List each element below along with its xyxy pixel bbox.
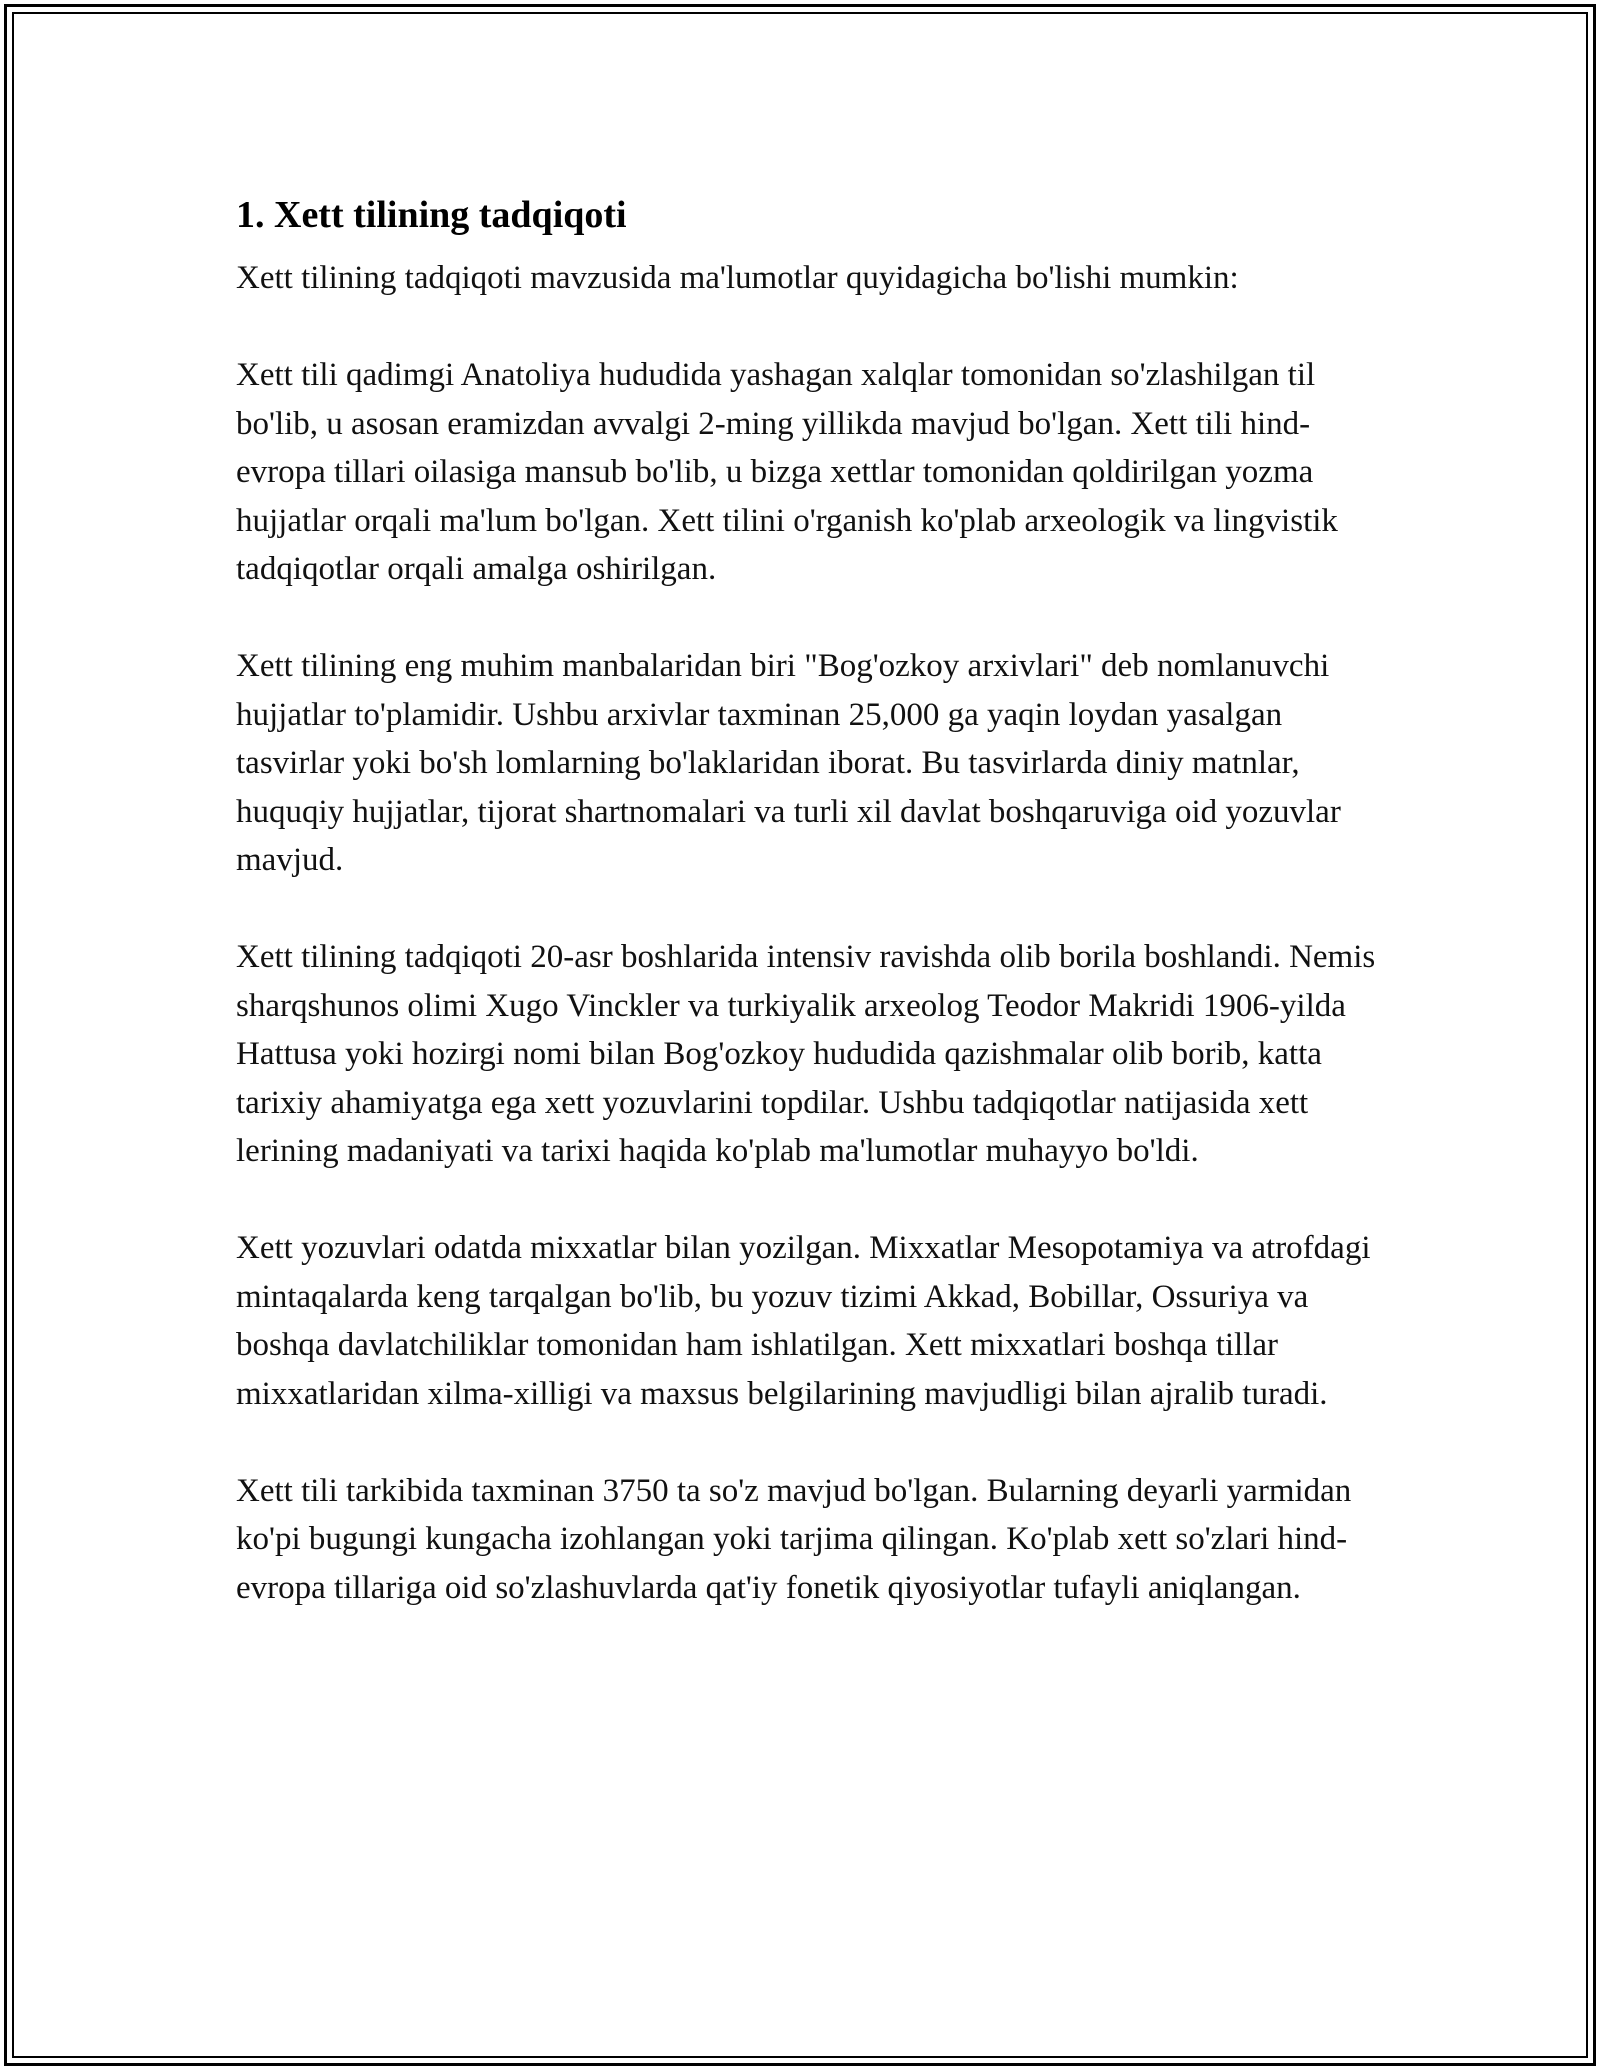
document-body — [236, 180, 1386, 1612]
paragraph-cuneiform-writing: Xett yozuvlari odatda mixxatlar bilan yozilgan. Mixxatlar Mesopotamiya va atrofdagi mintaqalarda keng tarqalgan bo'lib, bu yozuv tizimi Akkad, Bobillar, Ossuriya va boshqa davlatchiliklar tomonidan ham ishlatilgan. Xett mixxatlari boshqa tillar mixxatlaridan xilma-xilligi va maxsus belgilarining mavjudligi bilan ajralib turadi. — [236, 1230, 1371, 1412]
paragraph-research-history: Xett tilining tadqiqoti 20-asr boshlarida intensiv ravishda olib borila boshlandi. Nemis sharqshunos olimi Xugo Vinckler va turkiyalik arxeolog Teodor Makridi 1906-yilda Hattusa yoki hozirgi nomi bilan Bog'ozkoy hududida qazishmalar olib borib, katta tarixiy ahamiyatga ega xett yozuvlarini topdilar. Ushbu tadqiqotlar natijasida xett lerining madaniyati va tarixi haqida ko'plab ma'lumotlar muhayyo bo'ldi. — [236, 939, 1376, 1169]
paragraph-vocabulary: Xett tili tarkibida taxminan 3750 ta so'z mavjud bo'lgan. Bularning deyarli yarmidan ko'pi bugungi kungacha izohlangan yoki tarjima qilingan. Ko'plab xett so'zlari hind-evropa tillariga oid so'zlashuvlarda qat'iy fonetik qiyosiyotlar tufayli aniqlangan. — [236, 1472, 1352, 1606]
paragraph-bogazkoy-archives: Xett tilining eng muhim manbalaridan biri "Bog'ozkoy arxivlari" deb nomlanuvchi hujjatlar to'plamidir. Ushbu arxivlar taxminan 25,000 ga yaqin loydan yasalgan tasvirlar yoki bo'sh lomlarning bo'laklaridan iborat. Bu tasvirlarda diniy matnlar, huquqiy hujjatlar, tijorat shartnomalari va turli xil davlat boshqaruviga oid yozuvlar mavjud. — [236, 648, 1341, 878]
intro-paragraph: Xett tilining tadqiqoti mavzusida ma'lumotlar quyidagicha bo'lishi mumkin: — [236, 260, 1239, 296]
section-heading: 1. Xett tilining tadqiqoti — [236, 194, 627, 236]
paragraph-language-origin: Xett tili qadimgi Anatoliya hududida yashagan xalqlar tomonidan so'zlashilgan til bo'lib, u asosan eramizdan avvalgi 2-ming yillikda mavjud bo'lgan. Xett tili hind-evropa tillari oilasiga mansub bo'lib, u bizga xettlar tomonidan qoldirilgan yozma hujjatlar orqali ma'lum bo'lgan. Xett tilini o'rganish ko'plab arxeologik va lingvistik tadqiqotlar orqali amalga oshirilgan. — [236, 357, 1338, 587]
